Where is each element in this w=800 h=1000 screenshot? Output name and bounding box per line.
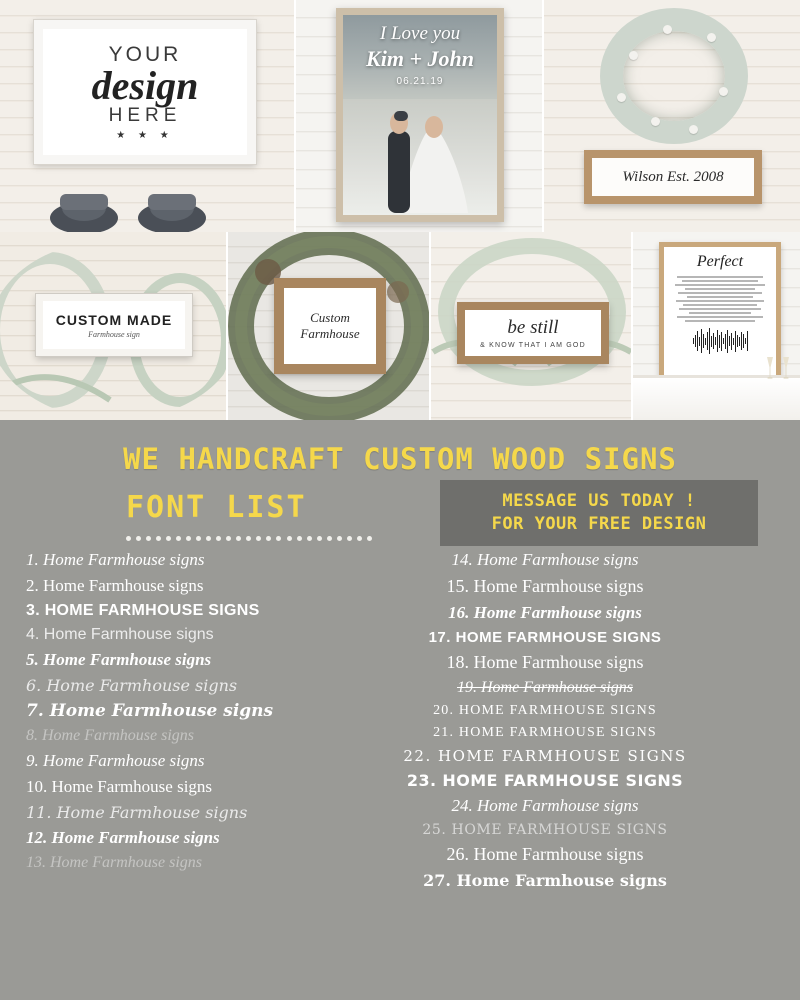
tile-your-design-here (0, 0, 296, 232)
photo-frame (336, 8, 504, 222)
custom-farmhouse-line-2: Farmhouse (300, 326, 360, 341)
sign-line-here: HERE (108, 105, 182, 126)
font-list-item: 20. HOME FARMHOUSE SIGNS (433, 703, 657, 718)
be-still-line-2: & KNOW THAT I AM GOD (480, 342, 586, 349)
message-line-2: FOR YOUR FREE DESIGN (491, 514, 707, 534)
wreath-decoration (600, 8, 748, 144)
collage-row-bottom (0, 232, 800, 420)
panel-headline: WE HANDCRAFT CUSTOM WOOD SIGNS (123, 442, 677, 476)
font-list-item: 15. Home Farmhouse signs (446, 576, 644, 596)
font-list-item: 1. Home Farmhouse signs (26, 550, 205, 569)
family-name-text: Wilson Est. 2008 (622, 168, 724, 185)
tile-wedding-photo-sign (296, 0, 544, 232)
tile-be-still-sign (431, 232, 633, 420)
couple-silhouette (364, 97, 476, 215)
font-list-item: 23. HOME FARMHOUSE SIGNS (406, 771, 684, 790)
font-list-item: 11. Home Farmhouse signs (26, 803, 248, 822)
message-line-1: MESSAGE US TODAY ! (502, 491, 696, 512)
font-list-item: 9. Home Farmhouse signs (26, 751, 205, 770)
socks-photo (0, 166, 296, 232)
sign-line-your: YOUR (108, 43, 182, 66)
perfect-title: Perfect (696, 253, 744, 270)
font-list-item: 27. Home Farmhouse signs (423, 871, 667, 890)
font-list-item: 4. Home Farmhouse signs (26, 626, 214, 643)
custom-farmhouse-sign (274, 278, 386, 374)
font-list-title: FONT LIST (126, 490, 307, 525)
font-list-left-column (0, 550, 290, 1000)
font-list-item: 19. Home Farmhouse signs (457, 679, 633, 696)
soundwave-graphic (671, 328, 769, 354)
font-list-item: 22. HOME FARMHOUSE SIGNS (403, 747, 687, 765)
font-list-item: 24. Home Farmhouse signs (451, 796, 639, 815)
font-list-item: 17. HOME FARMHOUSE SIGNS (428, 629, 662, 646)
font-list-item: 12. Home Farmhouse signs (26, 828, 220, 847)
sign-frame (34, 20, 256, 164)
font-list-item: 13. Home Farmhouse signs (26, 854, 202, 871)
champagne-glass-icon (782, 356, 790, 380)
overlay-line-1: I Love you (379, 23, 461, 44)
be-still-line-1: be still (507, 317, 559, 338)
font-list-item: 18. Home Farmhouse signs (446, 652, 644, 672)
dotted-divider (126, 536, 372, 541)
mantel-shelf (633, 375, 800, 420)
soundwave-frame (659, 242, 781, 390)
font-list-item: 6. Home Farmhouse signs (26, 676, 238, 695)
stars-decoration: ★ ★ ★ (116, 130, 174, 141)
font-list-item: 25. HOME FARMHOUSE SIGNS (422, 822, 668, 838)
custom-made-sign (36, 294, 192, 356)
custom-farmhouse-line-1: Custom (310, 309, 350, 325)
font-list-panel (0, 420, 800, 1000)
font-list-item: 16. Home Farmhouse signs (448, 603, 642, 622)
custom-made-title: CUSTOM MADE (55, 311, 173, 328)
font-list-item: 3. HOME FARMHOUSE SIGNS (26, 602, 260, 619)
tile-perfect-soundwave-sign (633, 232, 800, 420)
font-list-item: 10. Home Farmhouse signs (26, 777, 213, 796)
font-list-item: 21. HOME FARMHOUSE SIGNS (433, 725, 657, 740)
family-name-sign (584, 150, 762, 204)
font-list-right-column (290, 550, 800, 1000)
photo-overlay-text (343, 23, 497, 87)
tile-custom-made-sign (0, 232, 228, 420)
photo-face (343, 15, 497, 215)
font-list-item: 8. Home Farmhouse signs (26, 727, 194, 744)
custom-made-subtitle: Farmhouse sign (88, 329, 140, 339)
photo-collage (0, 0, 800, 420)
message-us-box[interactable] (440, 480, 758, 546)
be-still-sign (457, 302, 609, 364)
tile-custom-farmhouse-sign (228, 232, 431, 420)
overlay-line-2: Kim + John (366, 46, 474, 71)
sign-face (43, 29, 247, 155)
collage-row-top (0, 0, 800, 232)
tile-wreath-family-sign (544, 0, 800, 232)
font-list-columns (0, 550, 800, 1000)
champagne-glass-icon (766, 356, 774, 380)
font-list-item: 5. Home Farmhouse signs (26, 650, 212, 669)
panel-subheader-row (0, 484, 800, 556)
font-list-item: 26. Home Farmhouse signs (446, 844, 644, 864)
font-list-item: 14. Home Farmhouse signs (451, 550, 639, 569)
font-list-item: 2. Home Farmhouse signs (26, 576, 204, 595)
lyric-lines (671, 276, 769, 322)
sign-line-design: design (91, 63, 199, 108)
font-list-item: 7. Home Farmhouse signs (26, 701, 274, 721)
overlay-date: 06.21.19 (396, 76, 444, 87)
